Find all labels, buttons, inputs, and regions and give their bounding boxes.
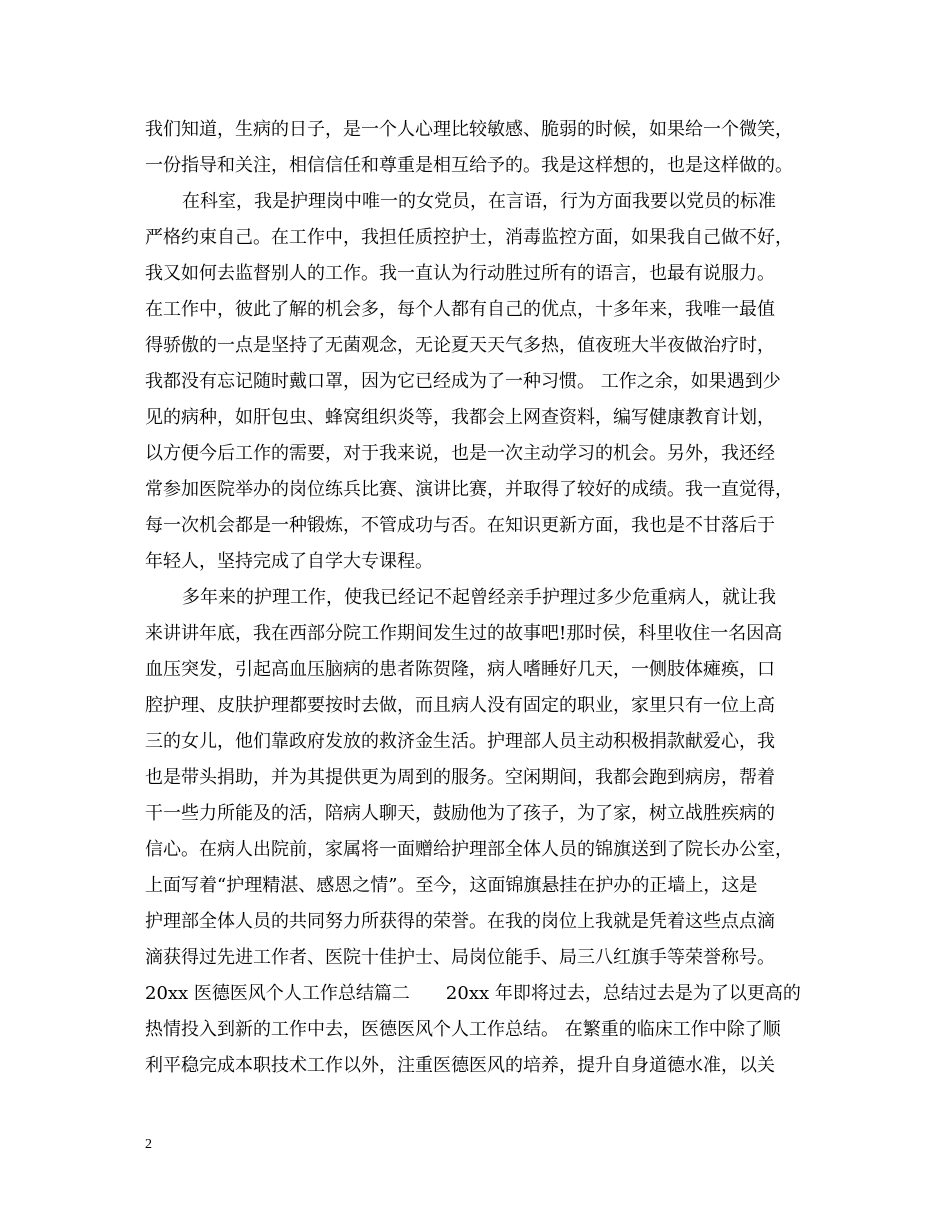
document-body (145, 112, 810, 1084)
text-line: 护理部全体人员的共同努力所获得的荣誉。在我的岗位上我就是凭着这些点点滴 (145, 911, 775, 932)
text-line: 热情投入到新的工作中去，医德医风个人工作总结。 在繁重的临床工作中除了顺 (145, 1019, 781, 1040)
text-line: 常参加医院举办的岗位练兵比赛、演讲比赛，并取得了较好的成绩。我一直觉得， (145, 479, 793, 500)
text-line: 信心。在病人出院前，家属将一面赠给护理部全体人员的锦旗送到了院长办公室， (145, 839, 793, 860)
text-line: 我都没有忘记随时戴口罩，因为它已经成为了一种习惯。 工作之余，如果遇到少 (145, 371, 781, 392)
text-line: 我又如何去监督别人的工作。我一直认为行动胜过所有的语言，也最有说服力。 (145, 263, 775, 284)
text-line: 见的病种，如肝包虫、蜂窝组织炎等，我都会上网查资料，编写健康教育计划， (145, 407, 775, 428)
text-line: 20xx 医德医风个人工作总结篇二 20xx 年即将过去，总结过去是为了以更高的 (145, 983, 801, 1004)
text-line: 干一些力所能及的活，陪病人聊天，鼓励他为了孩子，为了家，树立战胜疾病的 (145, 803, 775, 824)
text-line: 利平稳完成本职技术工作以外，注重医德医风的培养，提升自身道德水准，以关 (145, 1055, 775, 1076)
paragraph-start-line: 多年来的护理工作，使我已经记不起曾经亲手护理过多少危重病人，就让我 (182, 587, 776, 608)
text-line: 年轻人，坚持完成了自学大专课程。 (145, 551, 433, 572)
text-line: 也是带头捐助，并为其提供更为周到的服务。空闲期间，我都会跑到病房，帮着 (145, 767, 775, 788)
page-number: 2 (145, 1137, 152, 1152)
text-line: 上面写着“护理精湛、感恩之情”。至今，这面锦旗悬挂在护办的正墙上，这是 (145, 875, 758, 896)
text-line: 严格约束自己。在工作中，我担任质控护士，消毒监控方面，如果我自己做不好， (145, 227, 793, 248)
text-line: 以方便今后工作的需要，对于我来说，也是一次主动学习的机会。另外，我还经 (145, 443, 775, 464)
text-line: 三的女儿，他们靠政府发放的救济金生活。护理部人员主动积极捐款献爱心，我 (145, 731, 775, 752)
text-line: 我们知道，生病的日子，是一个人心理比较敏感、脆弱的时候，如果给一个微笑， (145, 119, 793, 140)
text-line: 在工作中，彼此了解的机会多，每个人都有自己的优点，十多年来，我唯一最值 (145, 299, 775, 320)
paragraph-start-line: 在科室，我是护理岗中唯一的女党员，在言语，行为方面我要以党员的标准 (182, 191, 776, 212)
text-line: 血压突发，引起高血压脑病的患者陈贺隆，病人嗜睡好几天，一侧肢体瘫痪，口 (145, 659, 775, 680)
text-line: 一份指导和关注，相信信任和尊重是相互给予的。我是这样想的，也是这样做的。 (145, 155, 793, 176)
text-line: 滴获得过先进工作者、医院十佳护士、局岗位能手、局三八红旗手等荣誉称号。 (145, 947, 775, 968)
text-line: 得骄傲的一点是坚持了无菌观念，无论夏天天气多热，值夜班大半夜做治疗时， (145, 335, 775, 356)
text-line: 腔护理、皮肤护理都要按时去做，而且病人没有固定的职业，家里只有一位上高 (145, 695, 775, 716)
text-line: 来讲讲年底，我在西部分院工作期间发生过的故事吧!那时侯，科里收住一名因高 (145, 623, 783, 644)
text-line: 每一次机会都是一种锻炼，不管成功与否。在知识更新方面，我也是不甘落后于 (145, 515, 775, 536)
